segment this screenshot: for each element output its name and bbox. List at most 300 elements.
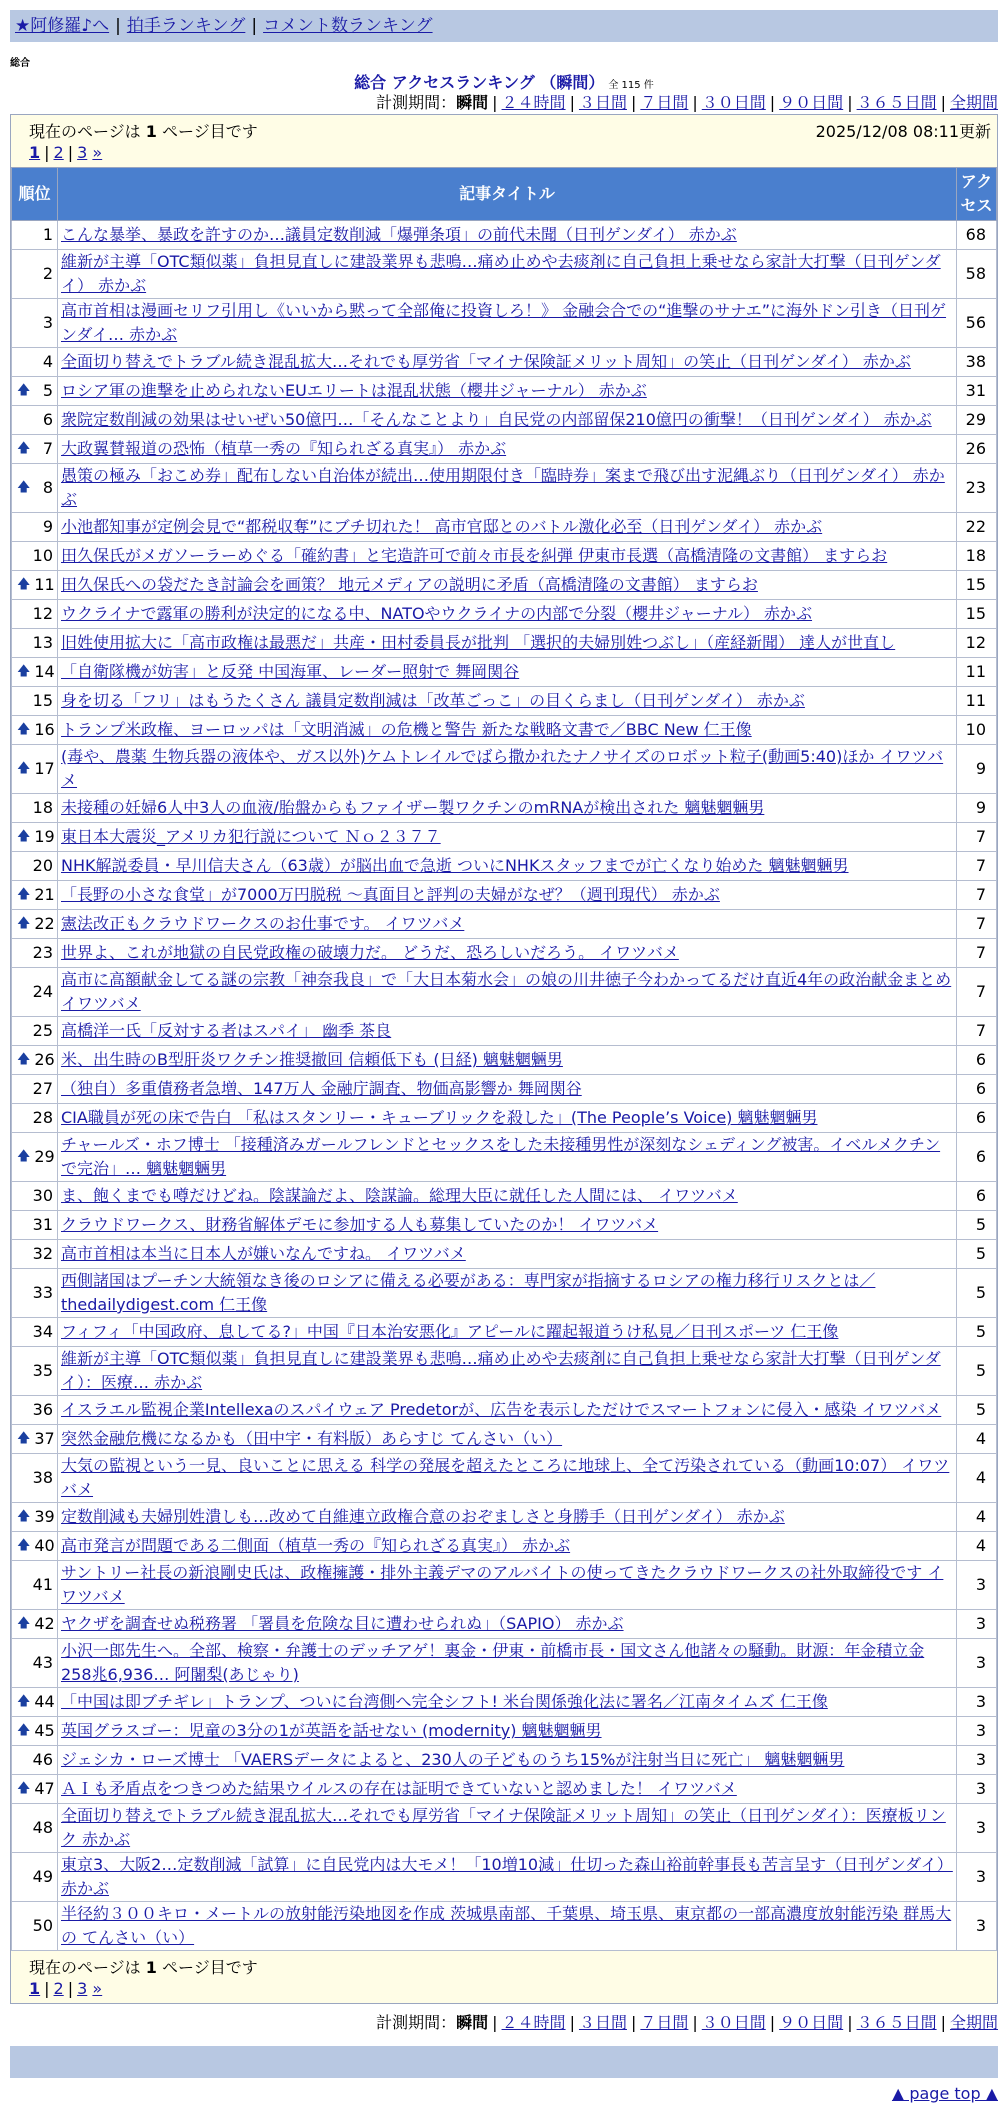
- table-row: [12, 1853, 997, 1902]
- rank-cell: [12, 571, 58, 600]
- access-count: 22: [957, 513, 997, 542]
- period-link[interactable]: ２４時間: [501, 93, 566, 112]
- current-page-text: 現在のページは 1 ページ目です: [29, 1958, 258, 1977]
- title-cell: [58, 1717, 957, 1746]
- access-count: 6: [957, 1182, 997, 1211]
- rank-number: 19: [34, 827, 55, 846]
- article-title-link[interactable]: 東京3、大阪2…定数削減「試算」に自民党内は大モメ！「10増10減」仕切った森山裕前幹事長も苦言呈す（日刊ゲンダイ） 赤かぶ: [61, 1855, 953, 1898]
- period-link[interactable]: 全期間: [949, 93, 998, 112]
- title-cell: [58, 1017, 957, 1046]
- rank-cell: [12, 1104, 58, 1133]
- access-count: 4: [957, 1532, 997, 1561]
- article-title-link[interactable]: 定数削減も夫婦別姓潰しも…改めて自維連立政権合意のおぞましさと身勝手（日刊ゲンダイ） 赤かぶ: [61, 1507, 785, 1526]
- rank-up-arrow-icon: 🡅: [17, 887, 31, 902]
- rank-up-arrow-icon: 🡅: [17, 916, 31, 931]
- title-cell: [58, 1454, 957, 1503]
- period-link[interactable]: ３日間: [578, 93, 627, 112]
- page-top-link[interactable]: ▲ page top ▲: [891, 2084, 998, 2103]
- pager-page-link[interactable]: 2: [53, 1979, 64, 1998]
- home-link[interactable]: ★阿修羅♪へ: [15, 16, 110, 36]
- table-row: [12, 794, 997, 823]
- rank-number: 26: [34, 1050, 55, 1069]
- article-title-link[interactable]: 田久保氏への袋だたき討論会を画策？ 地元メディアの説明に矛盾（高橋清隆の文書館） ますらお: [61, 575, 758, 594]
- rank-number: 7: [42, 439, 53, 458]
- rank-number: 41: [32, 1575, 53, 1594]
- pager-current-page[interactable]: 1: [29, 1979, 41, 1998]
- period-link[interactable]: ３６５日間: [856, 2013, 937, 2032]
- article-title-link[interactable]: 東日本大震災_アメリカ犯行説について Ｎｏ２３７７: [61, 827, 441, 846]
- rank-number: 2: [42, 264, 53, 283]
- rank-cell: [12, 852, 58, 881]
- table-row: [12, 1182, 997, 1211]
- title-cell: [58, 299, 957, 348]
- article-title-link[interactable]: 高市に高額献金してる謎の宗教「神奈我良」で「大日本菊水会」の娘の川井徳子今わかってるだけ直近4年の政治献金まとめ イワツバメ: [61, 970, 952, 1013]
- rank-number: 44: [34, 1692, 55, 1711]
- rank-cell: [12, 1240, 58, 1269]
- table-row: [12, 1610, 997, 1639]
- title-cell: [58, 968, 957, 1017]
- rank-cell: [12, 600, 58, 629]
- table-row: [12, 1561, 997, 1610]
- title-cell: [58, 823, 957, 852]
- rank-number: 33: [32, 1283, 53, 1302]
- article-title-link[interactable]: クラウドワークス、財務省解体デモに参加する人も募集していたのか！ イワツバメ: [61, 1215, 659, 1234]
- pager-separator: |: [44, 1979, 50, 1998]
- rank-cell: [12, 658, 58, 687]
- rank-cell: [12, 1425, 58, 1454]
- rank-number: 32: [32, 1244, 53, 1263]
- pager-page-link[interactable]: 2: [53, 143, 64, 162]
- rank-up-arrow-icon: 🡅: [17, 383, 31, 398]
- title-cell: [58, 794, 957, 823]
- table-row: [12, 716, 997, 745]
- rank-number: 12: [32, 604, 53, 623]
- period-link[interactable]: ３６５日間: [856, 93, 937, 112]
- ranking-table: [11, 167, 997, 1951]
- article-title-link[interactable]: 西側諸国はプーチン大統領なき後のロシアに備える必要がある：専門家が指摘するロシアの権力移行リスクとは／thedailydigest.com 仁王像: [61, 1271, 876, 1314]
- rank-number: 14: [34, 662, 55, 681]
- article-title-link[interactable]: ロシア軍の進撃を止められないEUエリートは混乱状態（櫻井ジャーナル） 赤かぶ: [61, 381, 647, 400]
- table-row: [12, 1017, 997, 1046]
- title-cell: [58, 377, 957, 406]
- article-title-link[interactable]: 大気の監視という一見、良いことに思える 科学の発展を超えたところに地球上、全て汚染されている（動画10:07） イワツバメ: [61, 1456, 950, 1499]
- rank-cell: [12, 377, 58, 406]
- rank-up-arrow-icon: 🡅: [17, 722, 31, 737]
- title-cell: [58, 1688, 957, 1717]
- article-title-link[interactable]: 世界よ、これが地獄の自民党政権の破壊力だ。 どうだ、恐ろしいだろう。 イワツバメ: [61, 943, 679, 962]
- table-row: [12, 823, 997, 852]
- rank-cell: [12, 1688, 58, 1717]
- access-count: 5: [957, 1318, 997, 1347]
- access-count: 31: [957, 377, 997, 406]
- article-title-link[interactable]: 未接種の妊婦6人中3人の血液/胎盤からもファイザー製ワクチンのmRNAが検出された 魑魅魍魎男: [61, 798, 765, 817]
- access-count: 56: [957, 299, 997, 348]
- title-cell: [58, 1396, 957, 1425]
- table-row: [12, 1211, 997, 1240]
- table-row: [12, 658, 997, 687]
- rank-cell: [12, 1396, 58, 1425]
- period-separator: |: [847, 93, 853, 112]
- table-row: [12, 1425, 997, 1454]
- ranking-heading: [0, 70, 1008, 92]
- article-title-link[interactable]: ま、飽くまでも噂だけどね。陰謀論だよ、陰謀論。総理大臣に就任した人間には、 イワツバメ: [61, 1186, 738, 1205]
- rank-cell: [12, 513, 58, 542]
- rank-up-arrow-icon: 🡅: [17, 1149, 31, 1164]
- rank-number: 48: [32, 1818, 53, 1837]
- rank-up-arrow-icon: 🡅: [17, 480, 31, 495]
- table-row: [12, 1639, 997, 1688]
- pager-separator: |: [67, 143, 74, 162]
- access-count: 4: [957, 1454, 997, 1503]
- access-count: 3: [957, 1746, 997, 1775]
- period-link[interactable]: ３０日間: [701, 2013, 766, 2032]
- period-selector-bottom: [0, 2012, 998, 2034]
- article-title-link[interactable]: サントリー社長の新浪剛史氏は、政権擁護・排外主義デマのアルバイトの使ってきたクラウドワークスの社外取締役です イワツバメ: [61, 1563, 944, 1606]
- rank-cell: [12, 1804, 58, 1853]
- rank-cell: [12, 1746, 58, 1775]
- period-link[interactable]: ７日間: [640, 93, 689, 112]
- pager-next-link[interactable]: »: [92, 143, 103, 162]
- article-title-link[interactable]: 半径約３００キロ・メートルの放射能汚染地図を作成 茨城県南部、千葉県、埼玉県、東京都の一部高濃度放射能汚染 群馬大の てんさい（い）: [61, 1904, 952, 1947]
- table-row: [12, 1269, 997, 1318]
- title-cell: [58, 881, 957, 910]
- rank-number: 18: [32, 798, 53, 817]
- title-cell: [58, 1503, 957, 1532]
- rank-number: 5: [42, 381, 53, 400]
- article-title-link[interactable]: 旧姓使用拡大に「高市政権は最悪だ」共産・田村委員長が批判 「選択的夫婦別姓つぶし」（産経新聞） 達人が世直し: [61, 633, 896, 652]
- title-cell: [58, 571, 957, 600]
- rank-number: 46: [32, 1750, 53, 1769]
- rank-cell: [12, 939, 58, 968]
- page-info-bar-bottom: [11, 1951, 997, 2003]
- comment-ranking-link[interactable]: コメント数ランキング: [263, 16, 433, 36]
- article-title-link[interactable]: ジェシカ・ローズ博士 「VAERSデータによると、230人の子どものうち15%が注射当日に死亡」 魑魅魍魎男: [61, 1750, 845, 1769]
- rank-number: 10: [32, 546, 53, 565]
- rank-up-arrow-icon: 🡅: [17, 1694, 31, 1709]
- title-cell: [58, 1318, 957, 1347]
- title-cell: [58, 406, 957, 435]
- rank-number: 38: [32, 1468, 53, 1487]
- rank-number: 34: [32, 1322, 53, 1341]
- rank-cell: [12, 1347, 58, 1396]
- table-row: [12, 542, 997, 571]
- table-row: [12, 435, 997, 464]
- page-info-bar: [11, 115, 997, 167]
- table-row: [12, 1396, 997, 1425]
- pager-page-link[interactable]: 3: [77, 1979, 88, 1998]
- title-cell: [58, 1532, 957, 1561]
- pager-page-link[interactable]: 3: [77, 143, 88, 162]
- article-title-link[interactable]: 「中国は即ブチギレ」トランプ、ついに台湾側へ完全シフト! 米台関係強化法に署名／江南タイムズ 仁王像: [61, 1692, 828, 1711]
- rank-number: 36: [32, 1400, 53, 1419]
- rank-cell: [12, 1610, 58, 1639]
- article-title-link[interactable]: 英国グラスゴー：児童の3分の1が英語を話せない (modernity) 魑魅魍魎男: [61, 1721, 602, 1740]
- access-count: 3: [957, 1610, 997, 1639]
- article-title-link[interactable]: 小池都知事が定例会見で“都税収奪”にブチ切れた！ 高市官邸とのバトル激化必至（日刊ゲンダイ） 赤かぶ: [61, 517, 823, 536]
- article-title-link[interactable]: 高市首相は本当に日本人が嫌いなんですね。 イワツバメ: [61, 1244, 466, 1263]
- access-count: 23: [957, 464, 997, 513]
- access-count: 5: [957, 1240, 997, 1269]
- access-count: 5: [957, 1211, 997, 1240]
- title-cell: [58, 513, 957, 542]
- period-selector: [0, 92, 998, 114]
- access-count: 3: [957, 1804, 997, 1853]
- pager-separator: |: [67, 1979, 74, 1998]
- article-title-link[interactable]: 憲法改正もクラウドワークスのお仕事です。 イワツバメ: [61, 914, 465, 933]
- title-cell: [58, 1133, 957, 1182]
- rank-cell: [12, 745, 58, 794]
- title-cell: [58, 716, 957, 745]
- title-cell: [58, 1269, 957, 1318]
- access-count: 68: [957, 221, 997, 250]
- header-rank: 順位: [12, 168, 58, 221]
- article-title-link[interactable]: こんな暴挙、暴政を許すのか…議員定数削減「爆弾条項」の前代未聞（日刊ゲンダイ） 赤かぶ: [61, 225, 737, 244]
- access-count: 3: [957, 1688, 997, 1717]
- title-cell: [58, 435, 957, 464]
- pager-current-page[interactable]: 1: [29, 143, 41, 162]
- access-count: 3: [957, 1639, 997, 1688]
- title-cell: [58, 687, 957, 716]
- rank-cell: [12, 1017, 58, 1046]
- access-count: 18: [957, 542, 997, 571]
- title-cell: [58, 464, 957, 513]
- table-row: [12, 571, 997, 600]
- title-cell: [58, 221, 957, 250]
- rank-number: 24: [32, 982, 53, 1001]
- rank-cell: [12, 716, 58, 745]
- access-count: 7: [957, 823, 997, 852]
- period-separator: |: [492, 93, 498, 112]
- period-link[interactable]: ３日間: [578, 2013, 627, 2032]
- site-label: 総合: [10, 58, 30, 69]
- rank-cell: [12, 348, 58, 377]
- article-title-link[interactable]: 維新が主導「OTC類似薬」負担見直しに建設業界も悲鳴…痛め止めや去痰剤に自己負担上乗せなら家計大打撃（日刊ゲンダイ）：医療… 赤かぶ: [61, 1349, 941, 1392]
- table-row: [12, 881, 997, 910]
- rank-cell: [12, 1182, 58, 1211]
- article-title-link[interactable]: 高市首相は漫画セリフ引用し《いいから黙って全部俺に投資しろ！》 金融会合での“進撃のサナエ”に海外ドン引き（日刊ゲンダイ… 赤かぶ: [61, 301, 947, 344]
- period-separator: |: [692, 2013, 698, 2032]
- article-title-link[interactable]: 高市発言が問題である二側面（植草一秀の『知られざる真実』） 赤かぶ: [61, 1536, 571, 1555]
- period-separator: |: [769, 2013, 776, 2032]
- title-cell: [58, 542, 957, 571]
- rank-number: 21: [34, 885, 55, 904]
- article-title-link[interactable]: 小沢一郎先生へ。全部、検察・弁護士のデッチアゲ！裏金・伊東・前橋市長・国文さん他諸々の騒動。財源：年金積立金258兆6,936… 阿闍梨(あじゃり): [61, 1641, 925, 1684]
- title-cell: [58, 1639, 957, 1688]
- access-count: 5: [957, 1347, 997, 1396]
- table-row: [12, 1717, 997, 1746]
- applause-ranking-link[interactable]: 拍手ランキング: [126, 16, 246, 36]
- access-count: 3: [957, 1853, 997, 1902]
- article-title-link[interactable]: 全面切り替えでトラブル続き混乱拡大…それでも厚労省「マイナ保険証メリット周知」の笑止（日刊ゲンダイ）：医療板リンク 赤かぶ: [61, 1806, 946, 1849]
- article-title-link[interactable]: （独自）多重債務者急増、147万人 金融庁調査、物価高影響か 舞岡関谷: [61, 1079, 582, 1098]
- title-cell: [58, 250, 957, 299]
- rank-number: 50: [32, 1916, 53, 1935]
- rank-cell: [12, 629, 58, 658]
- rank-number: 16: [34, 720, 55, 739]
- rank-up-arrow-icon: 🡅: [17, 1723, 31, 1738]
- bottom-bar: [10, 2046, 998, 2078]
- period-separator: |: [569, 2013, 575, 2032]
- table-row: [12, 968, 997, 1017]
- table-row: [12, 687, 997, 716]
- table-row: [12, 1503, 997, 1532]
- title-cell: [58, 1425, 957, 1454]
- access-count: 15: [957, 571, 997, 600]
- period-separator: |: [940, 93, 946, 112]
- rank-up-arrow-icon: 🡅: [17, 577, 31, 592]
- article-title-link[interactable]: NHK解説委員・早川信夫さん（63歳）が脳出血で急逝 ついにNHKスタッフまでが亡くなり始めた 魑魅魍魎男: [61, 856, 849, 875]
- table-row: [12, 910, 997, 939]
- rank-number: 4: [42, 352, 53, 371]
- period-link[interactable]: ２４時間: [501, 2013, 566, 2032]
- article-title-link[interactable]: 突然金融危機になるかも（田中宇・有料版）あらすじ てんさい（い）: [61, 1429, 563, 1448]
- table-row: [12, 1746, 997, 1775]
- title-cell: [58, 1775, 957, 1804]
- updated-timestamp: 2025/12/08 08:11更新: [815, 122, 991, 141]
- rank-up-arrow-icon: 🡅: [17, 1509, 31, 1524]
- article-title-link[interactable]: フィフィ「中国政府、息してる?」中国『日本治安悪化』アピールに躍起報道うけ私見／日刊スポーツ 仁王像: [61, 1322, 839, 1341]
- article-title-link[interactable]: 高橋洋一氏「反対する者はスパイ」 幽季 茶良: [61, 1021, 392, 1040]
- title-cell: [58, 1610, 957, 1639]
- nav-separator: |: [251, 16, 258, 36]
- table-row: [12, 629, 997, 658]
- access-count: 4: [957, 1425, 997, 1454]
- pager: [29, 143, 102, 162]
- rank-up-arrow-icon: 🡅: [17, 761, 31, 776]
- article-title-link[interactable]: 衆院定数削減の効果はせいぜい50億円…「そんなことより」自民党の内部留保210億円の衝撃！（日刊ゲンダイ） 赤かぶ: [61, 410, 932, 429]
- rank-cell: [12, 1639, 58, 1688]
- article-title-link[interactable]: ヤクザを調査せぬ税務署 「署員を危険な目に遭わせられぬ」（SAPIO） 赤かぶ: [61, 1614, 624, 1633]
- rank-number: 15: [32, 691, 53, 710]
- rank-number: 8: [42, 478, 53, 497]
- ranking-table-body: [12, 221, 997, 1951]
- table-header-row: [12, 168, 997, 221]
- period-separator: |: [630, 93, 637, 112]
- article-title-link[interactable]: 維新が主導「OTC類似薬」負担見直しに建設業界も悲鳴…痛め止めや去痰剤に自己負担上乗せなら家計大打撃（日刊ゲンダイ） 赤かぶ: [61, 252, 941, 295]
- title-cell: [58, 1902, 957, 1951]
- rank-cell: [12, 1269, 58, 1318]
- article-title-link[interactable]: (毒や、農薬 生物兵器の液体や、ガス以外)ケムトレイルでばら撒かれたナノサイズのロボット粒子(動画5:40)ほか イワツバメ: [61, 747, 944, 790]
- access-count: 58: [957, 250, 997, 299]
- rank-up-arrow-icon: 🡅: [17, 1538, 31, 1553]
- table-row: [12, 221, 997, 250]
- title-cell: [58, 1104, 957, 1133]
- article-title-link[interactable]: 愚策の極み「おこめ券」配布しない自治体が続出…使用期限付き「臨時券」案まで飛び出す泥縄ぶり（日刊ゲンダイ） 赤かぶ: [61, 466, 945, 509]
- title-cell: [58, 1046, 957, 1075]
- rank-number: 23: [32, 943, 53, 962]
- access-count: 9: [957, 745, 997, 794]
- title-cell: [58, 910, 957, 939]
- article-title-link[interactable]: ＡＩも矛盾点をつきつめた結果ウイルスの存在は証明できていないと認めました！ イワツバメ: [61, 1779, 737, 1798]
- rank-number: 42: [34, 1614, 55, 1633]
- access-count: 11: [957, 687, 997, 716]
- period-link[interactable]: ９０日間: [779, 93, 844, 112]
- title-cell: [58, 1746, 957, 1775]
- nav-separator: |: [115, 16, 121, 36]
- period-link[interactable]: ３０日間: [701, 93, 766, 112]
- table-row: [12, 1804, 997, 1853]
- table-row: [12, 1532, 997, 1561]
- article-title-link[interactable]: 「自衛隊機が妨害」と反発 中国海軍、レーダー照射で 舞岡関谷: [61, 662, 520, 681]
- rank-number: 28: [32, 1108, 53, 1127]
- table-row: [12, 1240, 997, 1269]
- period-link[interactable]: 全期間: [949, 2013, 998, 2032]
- table-row: [12, 299, 997, 348]
- article-title-link[interactable]: ウクライナで露軍の勝利が決定的になる中、NATOやウクライナの内部で分裂（櫻井ジャーナル） 赤かぶ: [61, 604, 813, 623]
- article-title-link[interactable]: トランプ米政権、ヨーロッパは「文明消滅」の危機と警告 新たな戦略文書で／BBC New 仁王像: [61, 720, 752, 739]
- rank-up-arrow-icon: 🡅: [17, 1052, 31, 1067]
- current-page-text: 現在のページは 1 ページ目です: [29, 122, 258, 141]
- rank-cell: [12, 406, 58, 435]
- period-separator: |: [847, 2013, 853, 2032]
- rank-number: 27: [32, 1079, 53, 1098]
- rank-number: 37: [34, 1429, 55, 1448]
- pager-next-link[interactable]: »: [92, 1979, 103, 1998]
- period-link[interactable]: ７日間: [640, 2013, 689, 2032]
- rank-cell: [12, 687, 58, 716]
- rank-up-arrow-icon: 🡅: [17, 664, 31, 679]
- rank-number: 29: [34, 1147, 55, 1166]
- article-title-link[interactable]: チャールズ・ホフ博士 「接種済みガールフレンドとセックスをした未接種男性が深刻なシェディング被害。イベルメクチンで完治」… 魑魅魍魎男: [61, 1135, 941, 1178]
- title-cell: [58, 939, 957, 968]
- title-cell: [58, 600, 957, 629]
- table-row: [12, 852, 997, 881]
- table-row: [12, 1902, 997, 1951]
- article-title-link[interactable]: 「長野の小さな食堂」が7000万円脱税 ～真面目と評判の夫婦がなぜ？（週刊現代） 赤かぶ: [61, 885, 720, 904]
- period-link[interactable]: ９０日間: [779, 2013, 844, 2032]
- rank-number: 13: [32, 633, 53, 652]
- rank-cell: [12, 1211, 58, 1240]
- rank-cell: [12, 881, 58, 910]
- period-separator: |: [769, 93, 776, 112]
- article-title-link[interactable]: 身を切る「フリ」はもうたくさん 議員定数削減は「改革ごっこ」の目くらまし（日刊ゲンダイ） 赤かぶ: [61, 691, 805, 710]
- rank-cell: [12, 1561, 58, 1610]
- rank-cell: [12, 794, 58, 823]
- table-row: [12, 377, 997, 406]
- title-cell: [58, 1075, 957, 1104]
- title-cell: [58, 1182, 957, 1211]
- article-title-link[interactable]: 大政翼賛報道の恐怖（植草一秀の『知られざる真実』） 赤かぶ: [61, 439, 507, 458]
- title-cell: [58, 852, 957, 881]
- title-cell: [58, 1853, 957, 1902]
- access-count: 6: [957, 1075, 997, 1104]
- article-title-link[interactable]: 全面切り替えでトラブル続き混乱拡大…それでも厚労省「マイナ保険証メリット周知」の笑止（日刊ゲンダイ） 赤かぶ: [61, 352, 911, 371]
- rank-number: 47: [34, 1779, 55, 1798]
- rank-number: 20: [32, 856, 53, 875]
- access-count: 11: [957, 658, 997, 687]
- article-title-link[interactable]: 田久保氏がメガソーラーめぐる「確約書」と宅造許可で前々市長を糾弾 伊東市長選（高橋清隆の文書館） ますらお: [61, 546, 888, 565]
- rank-up-arrow-icon: 🡅: [17, 1781, 31, 1796]
- article-title-link[interactable]: CIA職員が死の床で告白 「私はスタンリー・キューブリックを殺した」(The People’s Voice) 魑魅魍魎男: [61, 1108, 818, 1127]
- rank-up-arrow-icon: 🡅: [17, 1616, 31, 1631]
- article-title-link[interactable]: 米、出生時のB型肝炎ワクチン推奨撤回 信頼低下も (日経) 魑魅魍魎男: [61, 1050, 563, 1069]
- period-current: 瞬間: [456, 2013, 489, 2032]
- access-count: 7: [957, 939, 997, 968]
- article-title-link[interactable]: イスラエル監視企業Intellexaのスパイウェア Predetorが、広告を表示しただけでスマートフォンに侵入・感染 イワツバメ: [61, 1400, 942, 1419]
- rank-cell: [12, 1717, 58, 1746]
- total-count: 全 115 件: [608, 80, 654, 91]
- rank-cell: [12, 1503, 58, 1532]
- title-cell: [58, 1211, 957, 1240]
- access-count: 6: [957, 1046, 997, 1075]
- access-count: 5: [957, 1269, 997, 1318]
- period-separator: |: [492, 2013, 498, 2032]
- access-count: 3: [957, 1902, 997, 1951]
- access-count: 7: [957, 968, 997, 1017]
- rank-number: 17: [34, 759, 55, 778]
- rank-cell: [12, 1532, 58, 1561]
- table-row: [12, 1133, 997, 1182]
